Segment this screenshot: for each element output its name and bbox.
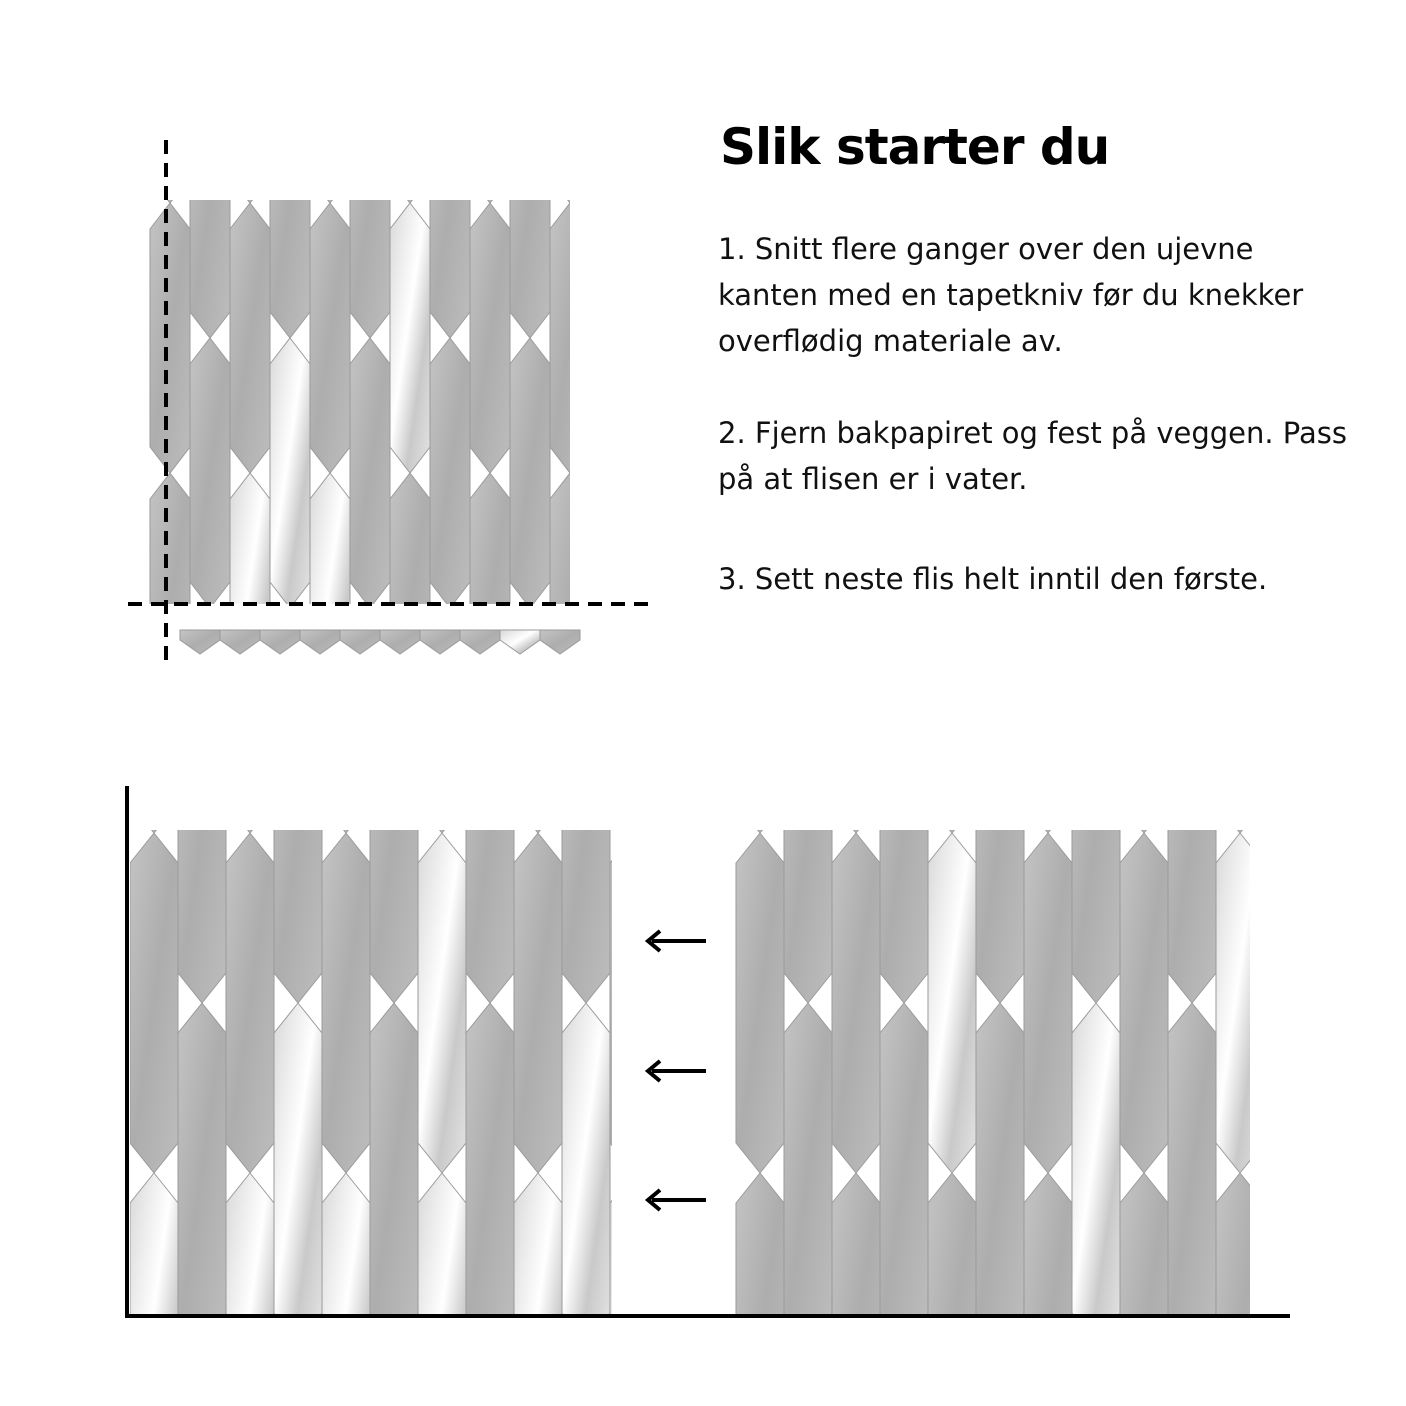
stone-tile (466, 1343, 514, 1406)
metal-tile (514, 1173, 562, 1406)
stone-tile (562, 663, 610, 1003)
stone-tile (466, 663, 514, 1003)
stone-tile (230, 0, 270, 203)
stone-tile (1024, 1173, 1072, 1406)
metal-tile (230, 473, 270, 743)
stone-tile (1168, 663, 1216, 1003)
metal-tile (880, 1343, 928, 1406)
stone-tile (470, 203, 510, 473)
metal-tile (130, 1173, 178, 1406)
stone-tile (1216, 493, 1264, 833)
metal-tile (322, 1173, 370, 1406)
strip-piece (220, 630, 260, 654)
stone-tile (350, 338, 390, 608)
stone-tile (832, 493, 880, 833)
stone-tile (1168, 1003, 1216, 1343)
metal-tile (390, 203, 430, 473)
metal-tile (270, 338, 310, 608)
arrow-left-icon (648, 931, 706, 951)
stone-tile (130, 833, 178, 1173)
stone-tile (466, 1003, 514, 1343)
stone-tile (1216, 1173, 1264, 1406)
stone-tile (550, 0, 590, 203)
metal-tile (928, 833, 976, 1173)
stone-tile (322, 833, 370, 1173)
step-3-text: 3. Sett neste flis helt inntil den første. (718, 562, 1268, 596)
stone-tile (226, 833, 274, 1173)
stone-tile (230, 203, 270, 473)
stone-tile (190, 338, 230, 608)
stone-tile (976, 663, 1024, 1003)
stone-tile (550, 203, 590, 473)
metal-tile (784, 1343, 832, 1406)
page-title: Slik starter du (720, 118, 1110, 176)
step-2-text: 2. Fjern bakpapiret og fest på veggen. Pass på at flisen er i vater. (718, 416, 1347, 496)
stone-tile (150, 473, 190, 743)
stone-tile (178, 1343, 226, 1406)
arrow-left-icon (648, 1061, 706, 1081)
stone-tile (470, 473, 510, 743)
stone-tile (562, 1343, 610, 1406)
stone-tile (310, 0, 350, 203)
stone-tile (310, 203, 350, 473)
stone-tile (928, 493, 976, 833)
metal-tile (610, 1173, 658, 1406)
stone-tile (430, 338, 470, 608)
stone-tile (832, 833, 880, 1173)
stone-tile (370, 1003, 418, 1343)
stone-tile (274, 1343, 322, 1406)
stone-tile (736, 493, 784, 833)
metal-tile (226, 1173, 274, 1406)
stone-tile (1024, 833, 1072, 1173)
stone-tile (1120, 1173, 1168, 1406)
stone-tile (510, 68, 550, 338)
stone-tile (510, 338, 550, 608)
stone-tile (784, 663, 832, 1003)
strip-piece (340, 630, 380, 654)
metal-tile (418, 833, 466, 1173)
strip-piece (420, 630, 460, 654)
stone-tile (1120, 493, 1168, 833)
stone-tile (370, 1343, 418, 1406)
metal-tile (418, 1173, 466, 1406)
stone-tile (610, 493, 658, 833)
stone-tile (610, 833, 658, 1173)
stone-tile (178, 663, 226, 1003)
strip-piece (300, 630, 340, 654)
stone-tile (928, 1173, 976, 1406)
stone-tile (350, 68, 390, 338)
metal-tile (1168, 1343, 1216, 1406)
strip-piece (180, 630, 220, 654)
stone-tile (370, 663, 418, 1003)
metal-tile (562, 1003, 610, 1343)
stone-tile (178, 1003, 226, 1343)
stone-tile (470, 0, 510, 203)
stone-tile (514, 833, 562, 1173)
stone-tile (736, 1173, 784, 1406)
stone-tile (880, 1003, 928, 1343)
stone-tile (880, 663, 928, 1003)
stone-tile (190, 68, 230, 338)
stone-tile (832, 1173, 880, 1406)
stone-tile (274, 663, 322, 1003)
step-1-text: 1. Snitt flere ganger over den ujevne kanten med en tapetkniv før du knekker overflødig materiale av. (718, 232, 1304, 358)
metal-tile (274, 1003, 322, 1343)
stone-tile (270, 68, 310, 338)
tile-sheet-next (736, 493, 1264, 1406)
strip-piece (260, 630, 300, 654)
stone-tile (150, 0, 190, 203)
stone-tile (736, 833, 784, 1173)
strip-piece (460, 630, 500, 654)
metal-tile (1216, 833, 1264, 1173)
stone-tile (1024, 493, 1072, 833)
strip-piece (380, 630, 420, 654)
stone-tile (784, 1003, 832, 1343)
stone-tile (430, 68, 470, 338)
arrow-left-icon (648, 1190, 706, 1210)
stone-tile (1120, 833, 1168, 1173)
stone-tile (976, 1003, 1024, 1343)
metal-tile (1072, 1343, 1120, 1406)
metal-tile (310, 473, 350, 743)
stone-tile (150, 203, 190, 473)
metal-tile (1072, 1003, 1120, 1343)
strip-piece (500, 630, 540, 654)
stone-tile (390, 473, 430, 743)
stone-tile (1072, 663, 1120, 1003)
cut-off-strip (180, 630, 580, 654)
stone-tile (390, 0, 430, 203)
metal-tile (976, 1343, 1024, 1406)
stone-tile (550, 473, 590, 743)
strip-piece (540, 630, 580, 654)
